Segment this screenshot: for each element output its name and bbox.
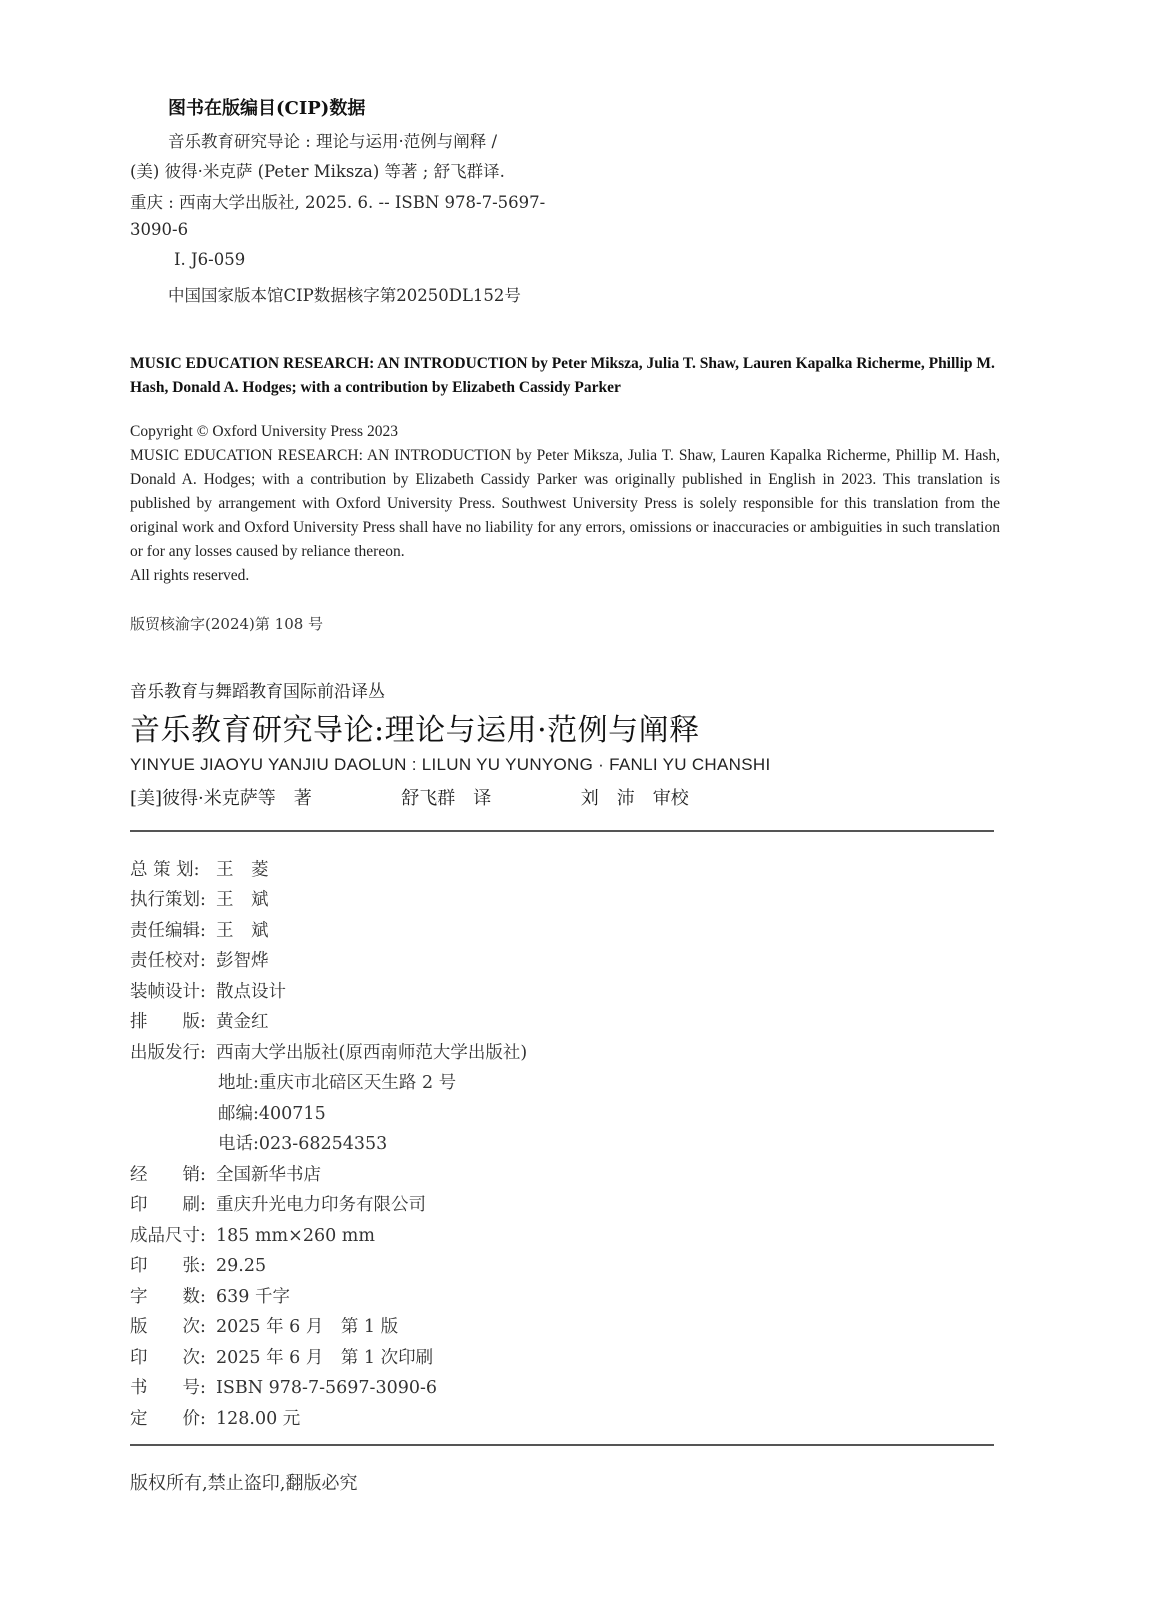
cip-heading: 图书在版编目(CIP)数据 (168, 98, 366, 119)
colophon-row: 定 价: 128.00 元 (130, 1409, 301, 1429)
colophon-row: 责任校对: 彭智烨 (130, 951, 269, 971)
colophon-row: 装帧设计: 散点设计 (130, 982, 286, 1002)
trade-registration-number: 版贸核渝字(2024)第 108 号 (130, 615, 324, 633)
divider-top (130, 830, 994, 832)
book-title-pinyin: YINYUE JIAOYU YANJIU DAOLUN : LILUN YU YUNYONG · FANLI YU CHANSHI (130, 755, 771, 774)
author-credit: [美]彼得·米克萨等 著 (130, 788, 312, 809)
colophon-row: 书 号: ISBN 978-7-5697-3090-6 (130, 1378, 438, 1398)
colophon-row: 印 张: 29.25 (130, 1256, 267, 1276)
cip-line: 音乐教育研究导论 : 理论与运用·范例与阐释 / (168, 132, 498, 151)
colophon-row: 印 次: 2025 年 6 月 第 1 次印刷 (130, 1348, 434, 1368)
colophon-row: 成品尺寸: 185 mm×260 mm (130, 1226, 375, 1246)
all-rights-reserved: All rights reserved. (130, 567, 250, 584)
cip-classification: Ⅰ. J6-059 (174, 250, 246, 269)
book-title: 音乐教育研究导论:理论与运用·范例与阐释 (130, 713, 700, 748)
credits-line (130, 784, 689, 810)
colophon-row: 版 次: 2025 年 6 月 第 1 版 (130, 1317, 399, 1337)
copyright-line: Copyright © Oxford University Press 2023 (130, 423, 398, 440)
colophon-row: 执行策划: 王 斌 (130, 890, 269, 910)
cip-line: 重庆 : 西南大学出版社, 2025. 6. -- ISBN 978-7-5697- (130, 193, 546, 212)
rights-statement (130, 420, 1000, 588)
reviewer-credit: 刘 沛 审校 (580, 788, 689, 809)
colophon-row: 责任编辑: 王 斌 (130, 921, 269, 941)
original-title-block: MUSIC EDUCATION RESEARCH: AN INTRODUCTION by Peter Miksza, Julia T. Shaw, Lauren Kapalka Richerme, Phillip M. Hash, Donald A. Hodges; with a contribution by Elizabeth Cassidy Parker (130, 355, 995, 396)
translator-credit: 舒飞群 译 (401, 788, 492, 809)
copyright-notice: 版权所有,禁止盗印,翻版必究 (130, 1473, 358, 1494)
publisher-postcode: 邮编:400715 (218, 1104, 326, 1124)
colophon-row: 印 刷: 重庆升光电力印务有限公司 (130, 1195, 426, 1215)
series-name: 音乐教育与舞蹈教育国际前沿译丛 (130, 682, 385, 702)
divider-bottom (130, 1444, 994, 1446)
colophon-row: 出版发行: 西南大学出版社(原西南师范大学出版社) (130, 1043, 528, 1063)
colophon-row: 字 数: 639 千字 (130, 1287, 290, 1307)
colophon-row: 经 销: 全国新华书店 (130, 1165, 321, 1185)
publisher-address: 地址:重庆市北碚区天生路 2 号 (218, 1073, 457, 1093)
cip-verification-number: 中国国家版本馆CIP数据核字第20250DL152号 (168, 286, 521, 305)
cip-line: (美) 彼得·米克萨 (Peter Miksza) 等著 ; 舒飞群译. (130, 162, 505, 181)
colophon-row: 总 策 划: 王 菱 (130, 860, 269, 880)
publisher-phone: 电话:023-68254353 (218, 1134, 388, 1154)
cip-line: 3090-6 (130, 220, 189, 239)
rights-paragraph: MUSIC EDUCATION RESEARCH: AN INTRODUCTION by Peter Miksza, Julia T. Shaw, Lauren Kapalka Richerme, Phillip M. Hash, Donald A. Hodges; with a contribution by Elizabeth Cassidy Parker was originally published in English in 2023. This translation is published by arrangement with Oxford University Press. Southwest University Press is solely responsible for this translation from the original work and Oxford University Press shall have no liability for any errors, omissions or inaccuracies or ambiguities in such translation or for any losses caused by reliance thereon. (130, 447, 1000, 560)
colophon-row: 排 版: 黄金红 (130, 1012, 269, 1032)
